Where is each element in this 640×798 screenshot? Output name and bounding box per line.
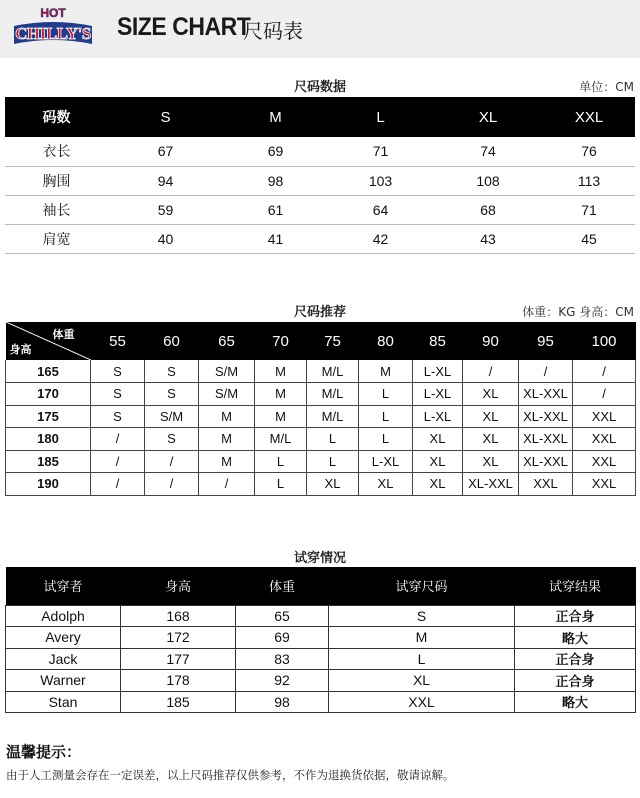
tester-height: 177 [121,648,236,670]
recommended-size: / [573,383,636,406]
logo-main-text: CHILLY'S [15,24,91,43]
recommended-size: XL [413,428,463,451]
page-header [0,0,640,58]
measure-value: 45 [543,224,635,253]
measure-label: 肩宽 [5,224,108,253]
fitting-table-header-row [6,567,636,605]
measure-label: 胸围 [5,166,108,195]
recommended-size: M [255,383,307,406]
measure-value: 69 [223,137,328,166]
tester-size: XL [329,670,515,692]
recommended-size: L [359,405,413,428]
measure-value: 42 [328,224,433,253]
fitting-result: 略大 [515,691,636,713]
height-label: 190 [6,473,91,496]
recommended-size: XXL [573,405,636,428]
recommended-size: XL-XXL [519,405,573,428]
tester-name: Jack [6,648,121,670]
tester-weight: 92 [236,670,329,692]
tester-weight: 83 [236,648,329,670]
tester-name: Adolph [6,605,121,627]
recommended-size: L [255,473,307,496]
size-header-label: 码数 [5,97,108,137]
size-header-cell: XXL [543,97,635,137]
weight-header-cell: 65 [199,322,255,360]
notice-text: 由于人工测量会存在一定误差，以上尺码推荐仅供参考，不作为退换货依据，敬请谅解。 [6,768,455,782]
recommended-size: XL [307,473,359,496]
recommended-size: L [359,383,413,406]
size-data-table [5,97,635,254]
measure-value: 74 [433,137,543,166]
height-label: 180 [6,428,91,451]
recommended-size: L [307,450,359,473]
fitting-result: 正合身 [515,605,636,627]
table-row [6,428,636,451]
size-header-cell: M [223,97,328,137]
measure-value: 113 [543,166,635,195]
recommended-size: S [145,383,199,406]
table-row [6,405,636,428]
table-row [5,137,635,166]
recommended-size: S [145,428,199,451]
tester-weight: 65 [236,605,329,627]
size-recommend-table [5,322,636,496]
recommended-size: L-XL [413,383,463,406]
recommended-size: / [573,360,636,383]
measure-value: 71 [543,195,635,224]
fitting-table-title: 试穿情况 [293,551,346,566]
tester-height: 168 [121,605,236,627]
fitting-table [5,567,636,713]
recommended-size: / [463,360,519,383]
table-row [6,383,636,406]
recommend-table-header-row [6,322,636,360]
tester-height: 178 [121,670,236,692]
recommended-size: M/L [307,405,359,428]
size-table-unit: 单位：CM [579,80,634,94]
recommended-size: S [91,360,145,383]
measure-value: 98 [223,166,328,195]
notice-title: 温馨提示： [6,743,82,761]
recommended-size: L-XL [359,450,413,473]
tester-name: Stan [6,691,121,713]
fitting-header-cell: 试穿者 [6,567,121,605]
recommended-size: S/M [199,383,255,406]
tester-name: Avery [6,627,121,649]
weight-header-cell: 95 [519,322,573,360]
table-row [5,224,635,253]
size-table-title: 尺码数据 [293,80,346,95]
tester-weight: 98 [236,691,329,713]
weight-header-cell: 80 [359,322,413,360]
table-row [5,166,635,195]
recommended-size: / [91,428,145,451]
measure-value: 94 [108,166,223,195]
table-row [6,670,636,692]
measure-value: 40 [108,224,223,253]
measure-label: 衣长 [5,137,108,166]
recommended-size: M/L [255,428,307,451]
recommended-size: XL [359,473,413,496]
recommended-size: M [359,360,413,383]
measure-value: 43 [433,224,543,253]
fitting-header-cell: 试穿结果 [515,567,636,605]
recommended-size: XL-XXL [519,383,573,406]
weight-header-cell: 55 [91,322,145,360]
recommended-size: XL-XXL [519,450,573,473]
fitting-header-cell: 体重 [236,567,329,605]
recommended-size: S/M [199,360,255,383]
size-table-header-row [5,97,635,137]
weight-header-cell: 85 [413,322,463,360]
recommended-size: L-XL [413,360,463,383]
recommend-table-unit: 体重：KG 身高：CM [522,305,634,319]
recommended-size: XL [463,405,519,428]
recommended-size: M [199,428,255,451]
size-header-cell: S [108,97,223,137]
height-label: 175 [6,405,91,428]
tester-size: XXL [329,691,515,713]
table-row [6,360,636,383]
table-row [6,691,636,713]
recommended-size: L [359,428,413,451]
page-subtitle: 尺码表 [243,19,303,43]
recommended-size: XL-XXL [519,428,573,451]
fitting-header-cell: 身高 [121,567,236,605]
fitting-result: 略大 [515,627,636,649]
tester-weight: 69 [236,627,329,649]
recommended-size: M/L [307,360,359,383]
recommend-table-title: 尺码推荐 [293,305,346,320]
recommended-size: / [199,473,255,496]
recommended-size: M [255,405,307,428]
table-row [5,195,635,224]
weight-header-cell: 70 [255,322,307,360]
recommended-size: XL [413,473,463,496]
table-row [6,627,636,649]
recommended-size: XL-XXL [463,473,519,496]
recommended-size: / [145,473,199,496]
tester-size: L [329,648,515,670]
table-row [6,648,636,670]
measure-value: 64 [328,195,433,224]
recommended-size: M [199,450,255,473]
recommended-size: L-XL [413,405,463,428]
weight-header-cell: 100 [573,322,636,360]
recommended-size: XXL [519,473,573,496]
measure-value: 61 [223,195,328,224]
fitting-result: 正合身 [515,670,636,692]
table-row [6,450,636,473]
tester-height: 185 [121,691,236,713]
measure-value: 41 [223,224,328,253]
size-header-cell: XL [433,97,543,137]
recommended-size: XL [463,450,519,473]
recommended-size: S [145,360,199,383]
recommended-size: S [91,383,145,406]
height-label: 165 [6,360,91,383]
measure-value: 103 [328,166,433,195]
recommended-size: XL [413,450,463,473]
measure-value: 108 [433,166,543,195]
recommended-size: XL [463,428,519,451]
recommended-size: / [145,450,199,473]
recommended-size: M/L [307,383,359,406]
page-title: SIZE CHART [117,13,251,41]
recommended-size: L [255,450,307,473]
recommended-size: M [199,405,255,428]
recommended-size: XL [463,383,519,406]
recommended-size: XXL [573,428,636,451]
fitting-result: 正合身 [515,648,636,670]
height-label: 170 [6,383,91,406]
measure-value: 76 [543,137,635,166]
tester-name: Warner [6,670,121,692]
tester-height: 172 [121,627,236,649]
recommended-size: XXL [573,450,636,473]
logo-top-text: HOT [40,6,66,20]
fitting-header-cell: 试穿尺码 [329,567,515,605]
weight-header-cell: 60 [145,322,199,360]
brand-logo [10,4,96,54]
measure-value: 59 [108,195,223,224]
measure-label: 袖长 [5,195,108,224]
recommended-size: S [91,405,145,428]
weight-header-cell: 75 [307,322,359,360]
measure-value: 68 [433,195,543,224]
table-row [6,473,636,496]
measure-value: 67 [108,137,223,166]
recommended-size: / [91,473,145,496]
height-label: 185 [6,450,91,473]
corner-height-label: 身高 [9,343,32,356]
recommended-size: XXL [573,473,636,496]
corner-cell [6,322,91,360]
recommended-size: S/M [145,405,199,428]
recommended-size: L [307,428,359,451]
tester-size: S [329,605,515,627]
table-row [6,605,636,627]
corner-weight-label: 体重 [52,328,75,341]
measure-value: 71 [328,137,433,166]
recommended-size: / [91,450,145,473]
tester-size: M [329,627,515,649]
recommended-size: / [519,360,573,383]
weight-header-cell: 90 [463,322,519,360]
size-header-cell: L [328,97,433,137]
recommended-size: M [255,360,307,383]
